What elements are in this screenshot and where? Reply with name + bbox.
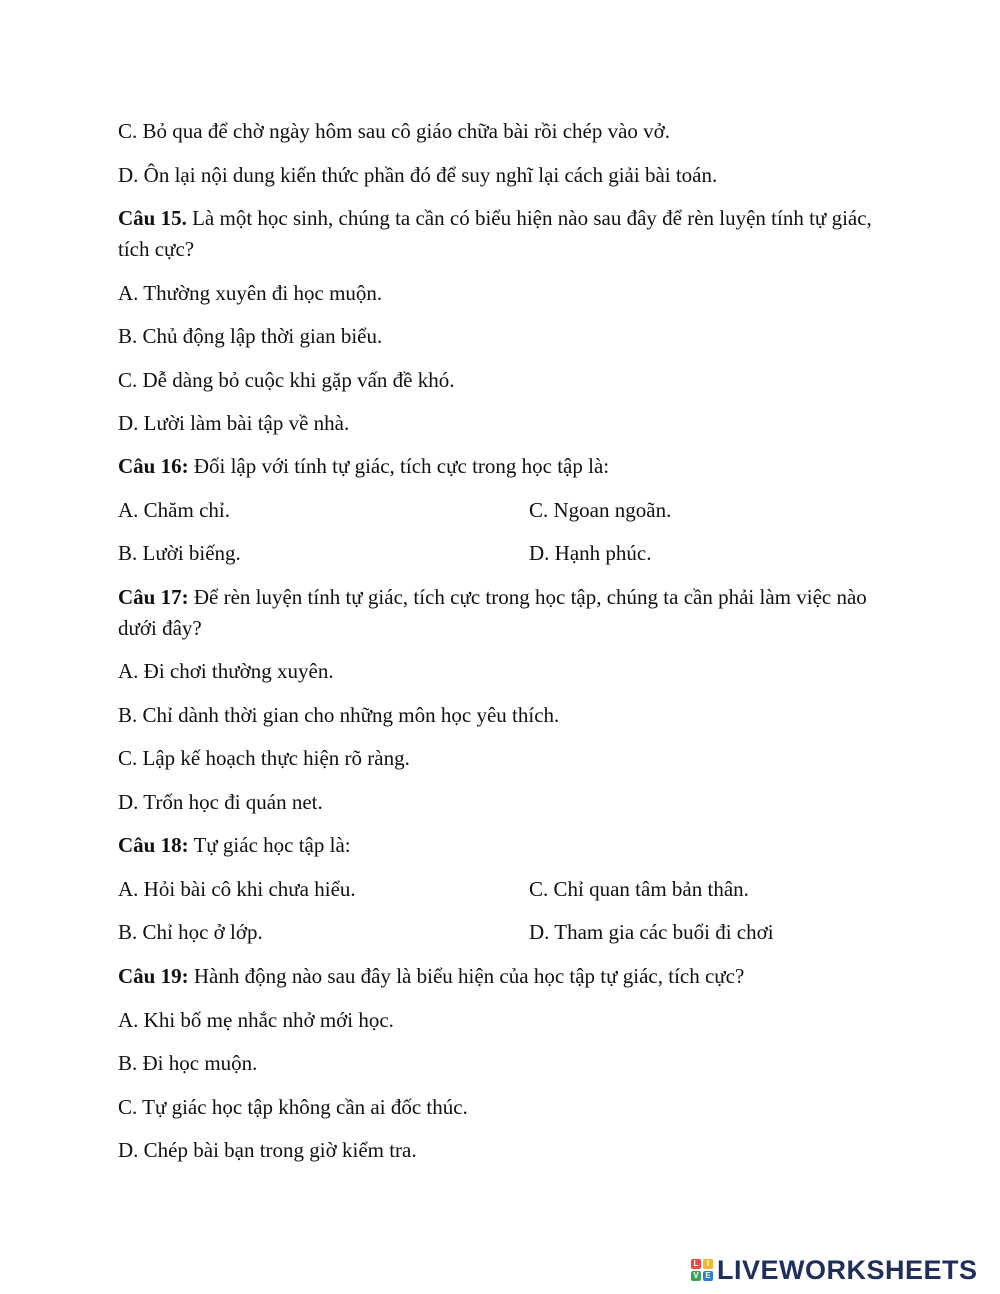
q17-number: Câu 17:: [118, 585, 189, 609]
logo-badge-letter-v: V: [691, 1271, 701, 1281]
q14-option-c: C. Bỏ qua để chờ ngày hôm sau cô giáo chữa bài rồi chép vào vở.: [118, 119, 671, 143]
q16-option-a: A. Chăm chỉ.: [118, 498, 230, 522]
q16-text: Đối lập với tính tự giác, tích cực trong học tập là:: [188, 454, 610, 478]
q16-option-d: D. Hạnh phúc.: [529, 541, 652, 565]
q16-option-c: C. Ngoan ngoãn.: [529, 498, 672, 522]
q19-option-c: C. Tự giác học tập không cần ai đốc thúc.: [118, 1095, 468, 1119]
logo-badge-letter-i: I: [703, 1259, 713, 1269]
q19-text: Hành động nào sau đây là biểu hiện của học tập tự giác, tích cực?: [188, 964, 745, 988]
q19-option-b: B. Đi học muộn.: [118, 1051, 258, 1075]
logo-badge-icon: [691, 1259, 713, 1281]
logo-badge-letter-e: E: [703, 1271, 713, 1281]
q16-question: [118, 451, 878, 482]
q17-option-a: A. Đi chơi thường xuyên.: [118, 659, 334, 683]
q15-text: Là một học sinh, chúng ta cần có biểu hiện nào sau đây để rèn luyện tính tự giác, tích cực?: [118, 206, 872, 261]
q16-option-b: B. Lười biếng.: [118, 541, 241, 565]
q17-option-d: D. Trốn học đi quán net.: [118, 790, 323, 814]
logo-text: LIVEWORKSHEETS: [717, 1254, 978, 1285]
q18-option-b: B. Chỉ học ở lớp.: [118, 920, 263, 944]
q18-text: Tự giác học tập là:: [188, 833, 351, 857]
q15-option-d: D. Lười làm bài tập về nhà.: [118, 411, 350, 435]
q18-number: Câu 18:: [118, 833, 189, 857]
q15-question: [118, 203, 878, 265]
logo-badge-letter-l: L: [691, 1259, 701, 1269]
q19-question: [118, 961, 878, 992]
q18-option-a: A. Hỏi bài cô khi chưa hiểu.: [118, 877, 356, 901]
q19-option-d: D. Chép bài bạn trong giờ kiểm tra.: [118, 1138, 417, 1162]
liveworksheets-logo: [691, 1253, 978, 1287]
q17-option-c: C. Lập kế hoạch thực hiện rõ ràng.: [118, 746, 410, 770]
q17-text: Để rèn luyện tính tự giác, tích cực trong học tập, chúng ta cần phải làm việc nào dưới đây?: [118, 585, 867, 640]
q18-option-c: C. Chỉ quan tâm bản thân.: [529, 877, 749, 901]
q15-number: Câu 15.: [118, 206, 187, 230]
q14-option-d: D. Ôn lại nội dung kiến thức phần đó để suy nghĩ lại cách giải bài toán.: [118, 163, 718, 187]
q19-option-a: A. Khi bố mẹ nhắc nhở mới học.: [118, 1008, 394, 1032]
q16-number: Câu 16:: [118, 454, 189, 478]
q15-option-b: B. Chủ động lập thời gian biểu.: [118, 324, 383, 348]
q17-question: [118, 582, 878, 644]
q19-number: Câu 19:: [118, 964, 189, 988]
q15-option-a: A. Thường xuyên đi học muộn.: [118, 281, 383, 305]
q18-question: [118, 830, 878, 861]
q18-option-d: D. Tham gia các buổi đi chơi: [529, 920, 774, 944]
q17-option-b: B. Chỉ dành thời gian cho những môn học yêu thích.: [118, 703, 560, 727]
q15-option-c: C. Dễ dàng bỏ cuộc khi gặp vấn đề khó.: [118, 368, 455, 392]
